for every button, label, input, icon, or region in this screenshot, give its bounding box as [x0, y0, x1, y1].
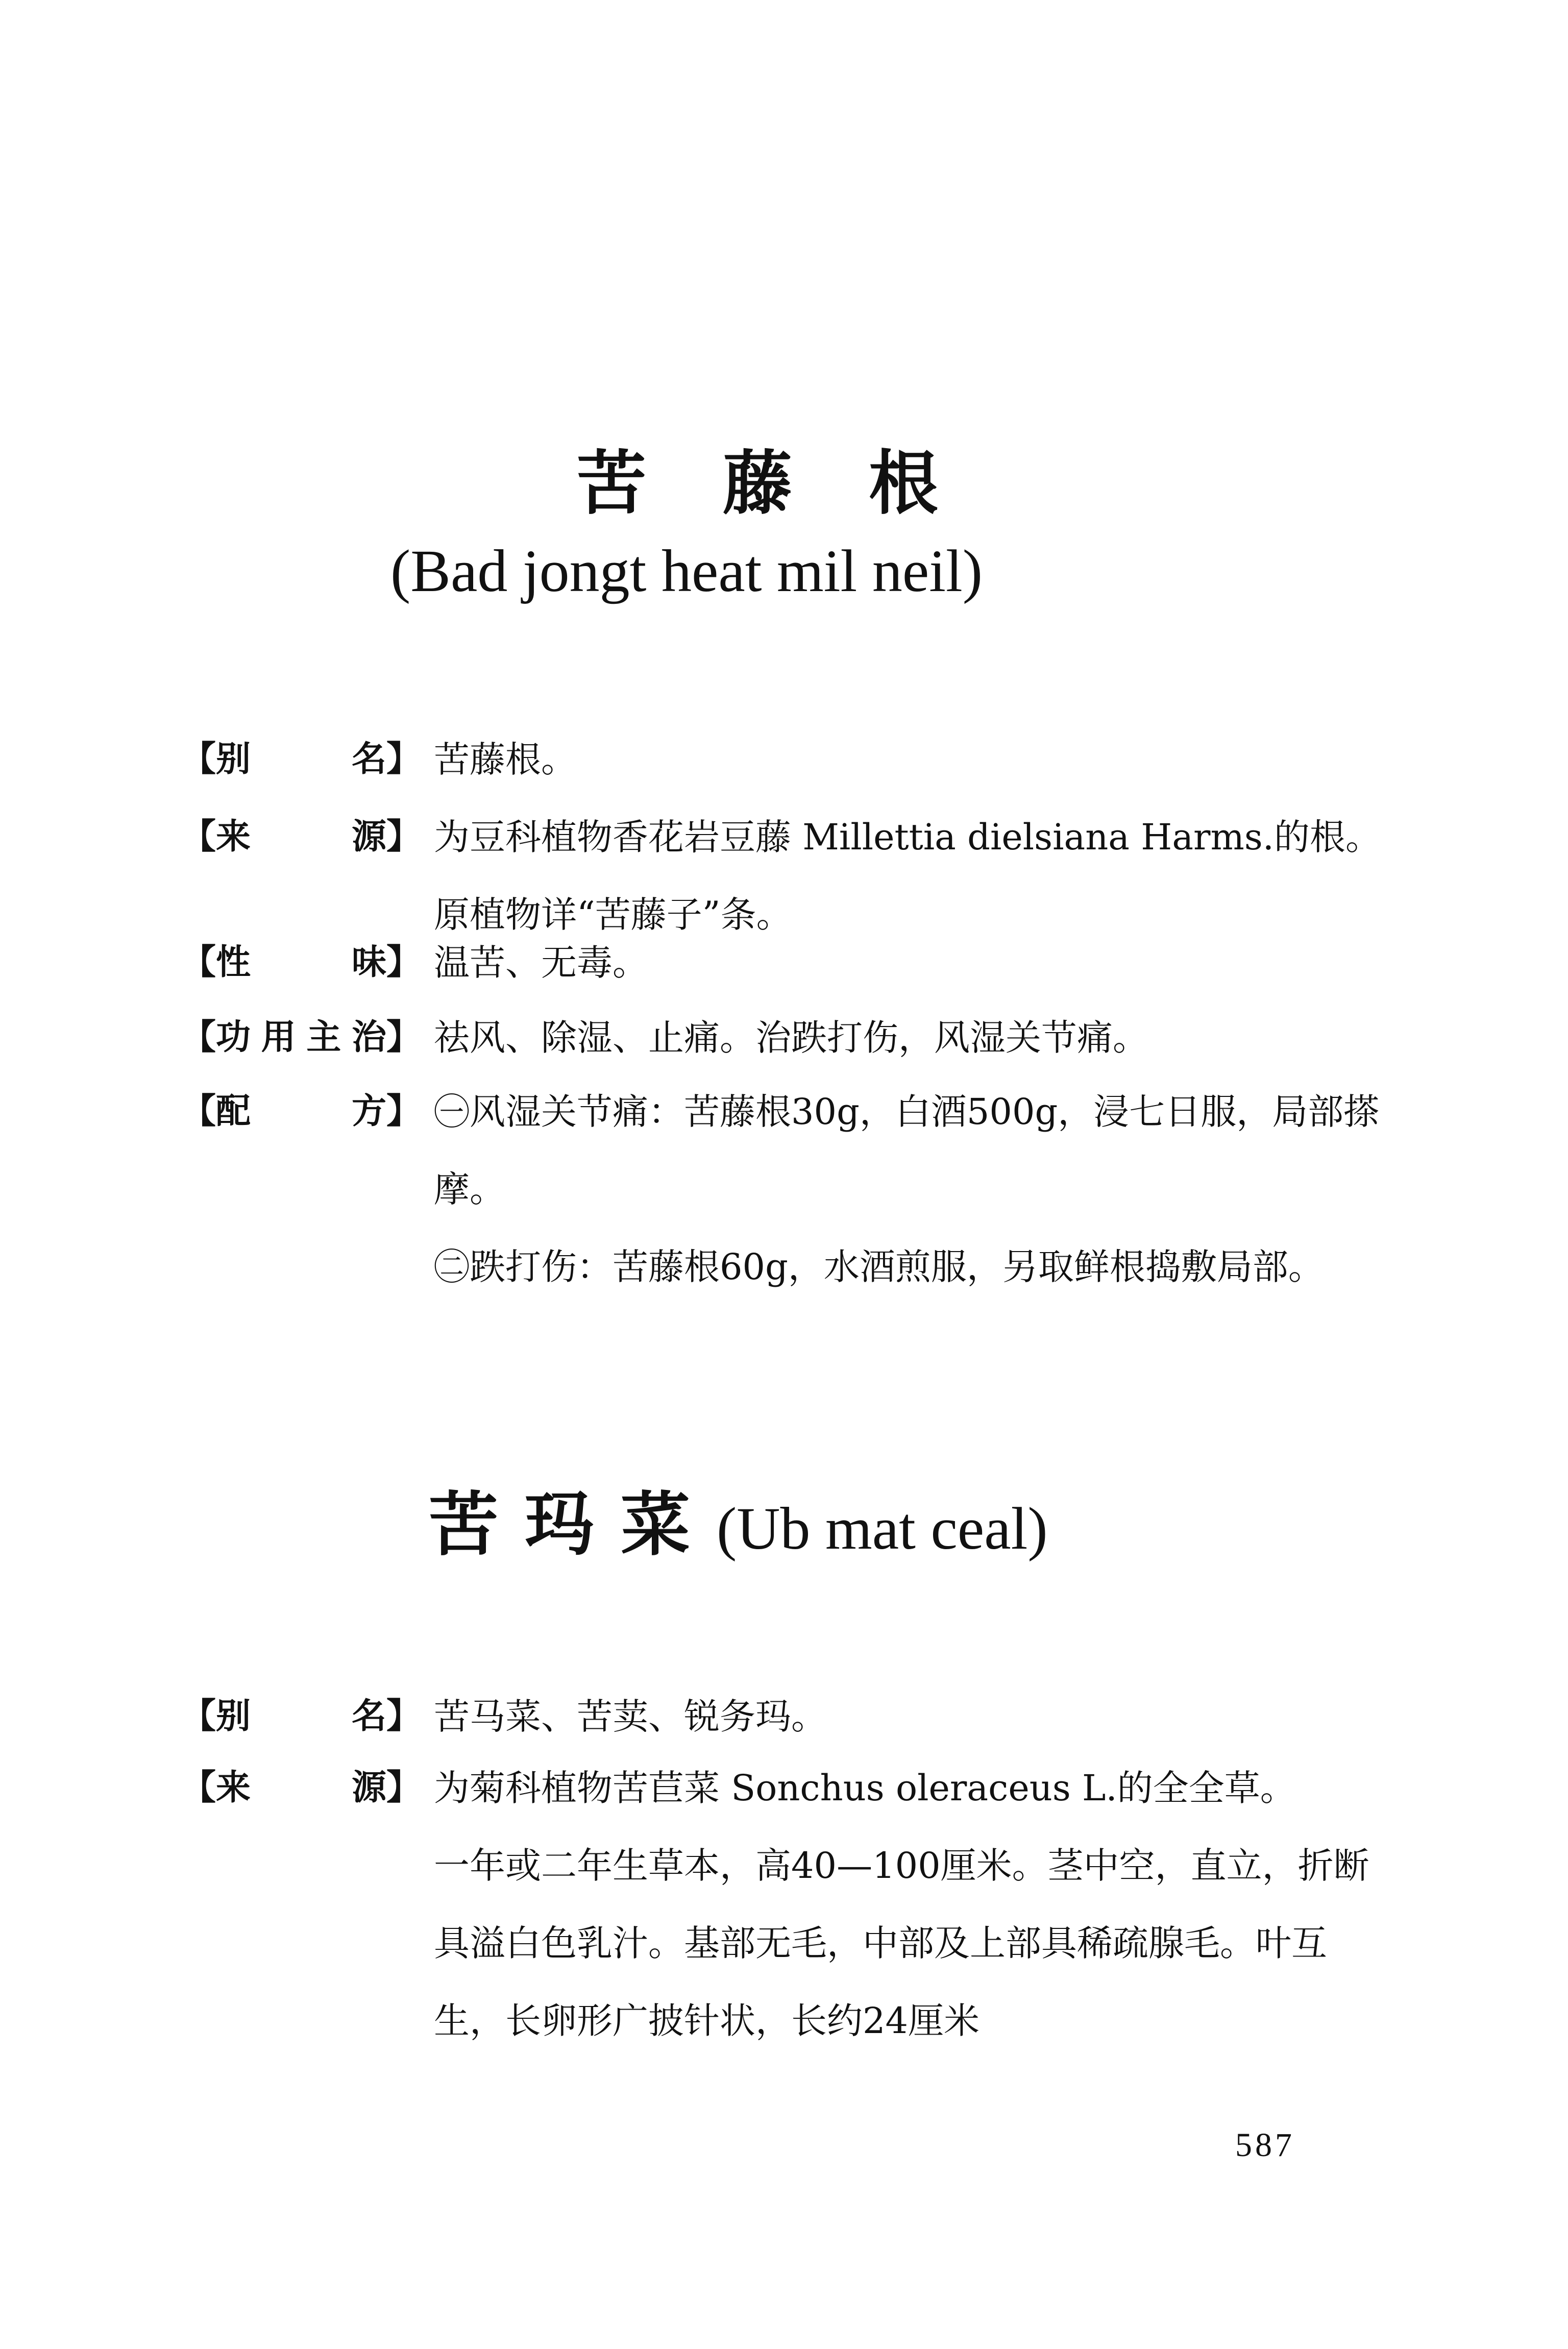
content-line: 一年或二年生草本，高40—100厘米。茎中空，直立，折断具溢白色乳汁。基部无毛，中部及上部具稀疏腺毛。叶互生，长卵形广披针状，长约24厘米 — [434, 1845, 1369, 2042]
entry2-title — [429, 1485, 1048, 1565]
page-number: 587 — [1235, 2126, 1295, 2164]
entry2-title-latin: (Ub mat ceal) — [717, 1495, 1048, 1562]
label-text: 来 源 — [216, 817, 386, 857]
field-content — [434, 1678, 1393, 1755]
field-label: 【 来 源 】 — [181, 1768, 421, 1808]
field-label: 【 别 名 】 — [181, 739, 421, 779]
content-line: 温苦、无毒。 — [434, 942, 648, 984]
field-label: 【 配 方 】 — [181, 1091, 421, 1132]
label-text: 别 名 — [216, 1696, 386, 1736]
entry1-title-latin: (Bad jongt heat mil neil) — [390, 537, 983, 604]
field-label: 【 来 源 】 — [181, 817, 421, 857]
label-text: 性 味 — [216, 942, 386, 983]
field-content — [434, 999, 1393, 1076]
field-label: 【 别 名 】 — [181, 1696, 421, 1736]
content-line: 苦马菜、苦荬、锐务玛。 — [434, 1696, 827, 1738]
content-line: 祛风、除湿、止痛。治跌打伤，风湿关节痛。 — [434, 1017, 1148, 1059]
content-line: ㊁跌打伤：苦藤根60g，水酒煎服，另取鲜根捣敷局部。 — [434, 1246, 1324, 1288]
label-text: 别 名 — [216, 739, 386, 779]
field-content — [434, 721, 1393, 798]
content-line: 为菊科植物苦苣菜 Sonchus oleraceus L.的全全草。 — [434, 1767, 1296, 1809]
entry2-title-chinese: 苦玛菜 — [429, 1485, 717, 1565]
content-line: 为豆科植物香花岩豆藤 Millettia dielsiana Harms.的根。原植物详“苦藤子”条。 — [434, 816, 1382, 936]
entry1-title-chinese: 苦藤根 — [577, 444, 1015, 524]
content-line: 苦藤根。 — [434, 739, 577, 780]
label-text: 功 用 主 治 — [216, 1017, 386, 1058]
label-text: 来 源 — [216, 1768, 386, 1808]
field-label: 【 性 味 】 — [181, 942, 421, 983]
field-label: 【 功 用 主 治 】 — [181, 1017, 421, 1058]
field-content — [434, 1749, 1393, 2060]
field-content — [434, 1073, 1393, 1306]
field-content — [434, 924, 1393, 1001]
label-text: 配 方 — [216, 1091, 386, 1132]
content-line: ㊀风湿关节痛：苦藤根30g，白酒500g，浸七日服，局部搽摩。 — [434, 1091, 1380, 1210]
